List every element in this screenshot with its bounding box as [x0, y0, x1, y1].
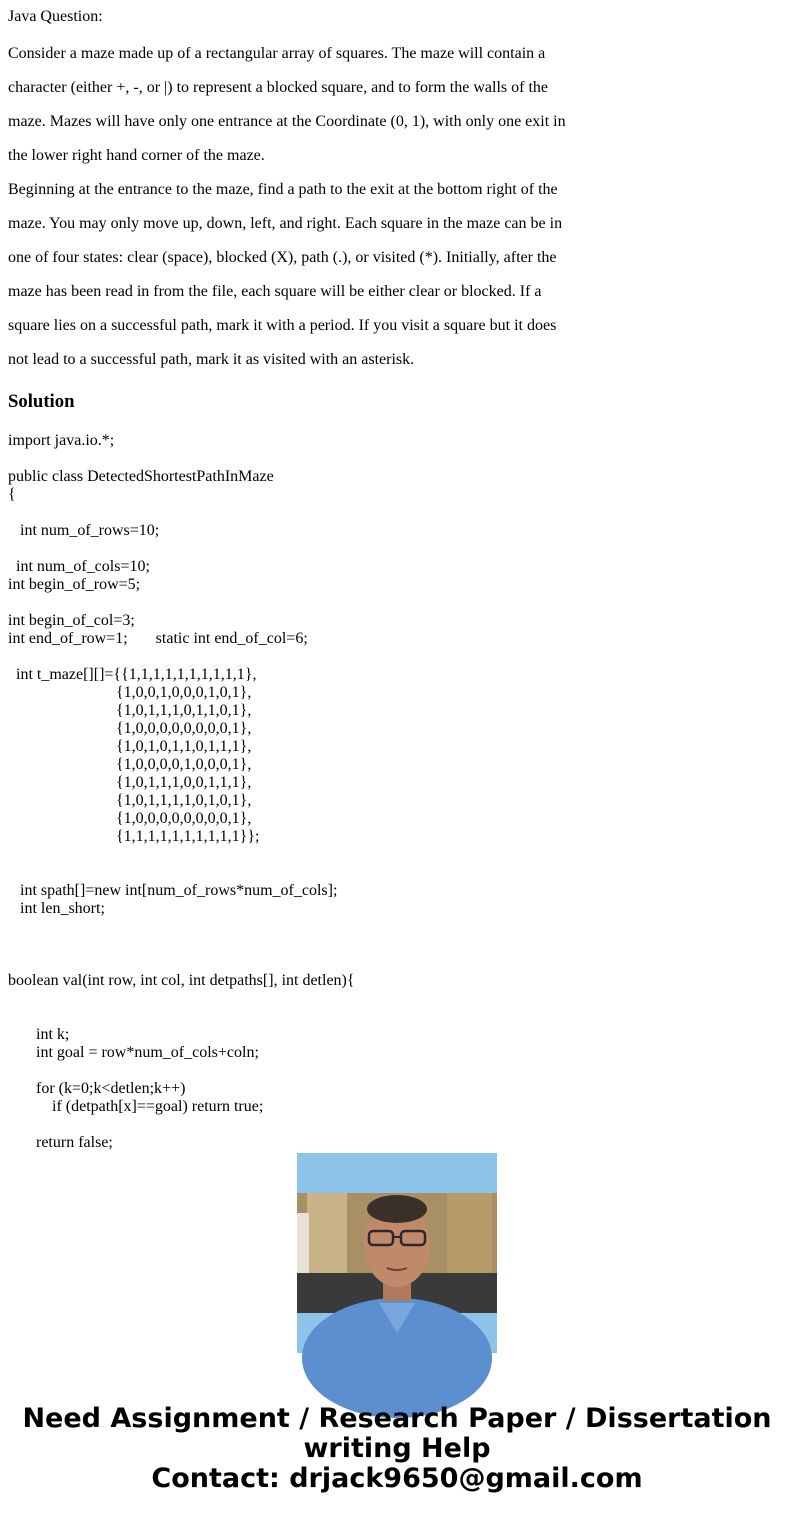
footer-line-2: writing Help: [303, 1433, 491, 1464]
author-portrait-svg: [297, 1153, 497, 1353]
document-content: [8, 0, 788, 1151]
question-paragraph-2: Beginning at the entrance to the maze, find a path to the exit at the bottom right of the maze. You may only move up, down, left, and right. Each square in the maze can be in one of four states: clear (space), blocked (X), path (.), or visited (*). Initially, after the maze has been read in from the file, each square will be either clear or blocked. If a square lies on a successful path, mark it with a period. If you visit a square but it does not lead to a successful path, mark it as visited with an asterisk.: [8, 181, 563, 368]
footer-banner: [0, 1404, 794, 1494]
solution-heading: Solution: [8, 391, 75, 412]
author-portrait-icon: [297, 1153, 497, 1353]
question-paragraph-1: Consider a maze made up of a rectangular array of squares. The maze will contain a character (either +, -, or |) to represent a blocked square, and to form the walls of the maze. Mazes will have only one entrance at the Coordinate (0, 1), with only one exit in the lower right hand corner of the maze.: [8, 45, 566, 164]
solution-code: import java.io.*; public class DetectedShortestPathInMaze { int num_of_rows=10; int num_of_cols=10; int begin_of_row=5; int begin_of_col=3; int end_of_row=1; static int end_of_col=6; int t_maze[][]={{1,1,1,1,1,1,1,1,1,1}, {1,0,0,1,0,0,0,1,0,1}, {1,0,1,1,1,0,1,1,0,1}, {1,0,0,0,0,0,0,0,0,1}, {1,0,1,0,1,1,0,1,1,1}, {1,0,0,0,0,1,0,0,0,1}, {1,0,1,1,1,0,0,1,1,1}, {1,0,1,1,1,1,0,1,0,1}, {1,0,0,0,0,0,0,0,0,1}, {1,1,1,1,1,1,1,1,1,1}}; int spath[]=new int[num_of_rows*num_of_cols]; int len_short; boolean val(int row, int col, int detpaths[], int detlen){ int k; int goal = row*num_of_cols+coln; for (k=0;k<detlen;k++) if (detpath[x]==goal) return true; return false;: [8, 432, 355, 1151]
question-label: Java Question:: [8, 8, 103, 25]
footer-contact: Contact: drjack9650@gmail.com: [151, 1463, 643, 1494]
footer-line-1: Need Assignment / Research Paper / Dissertation: [22, 1403, 772, 1434]
